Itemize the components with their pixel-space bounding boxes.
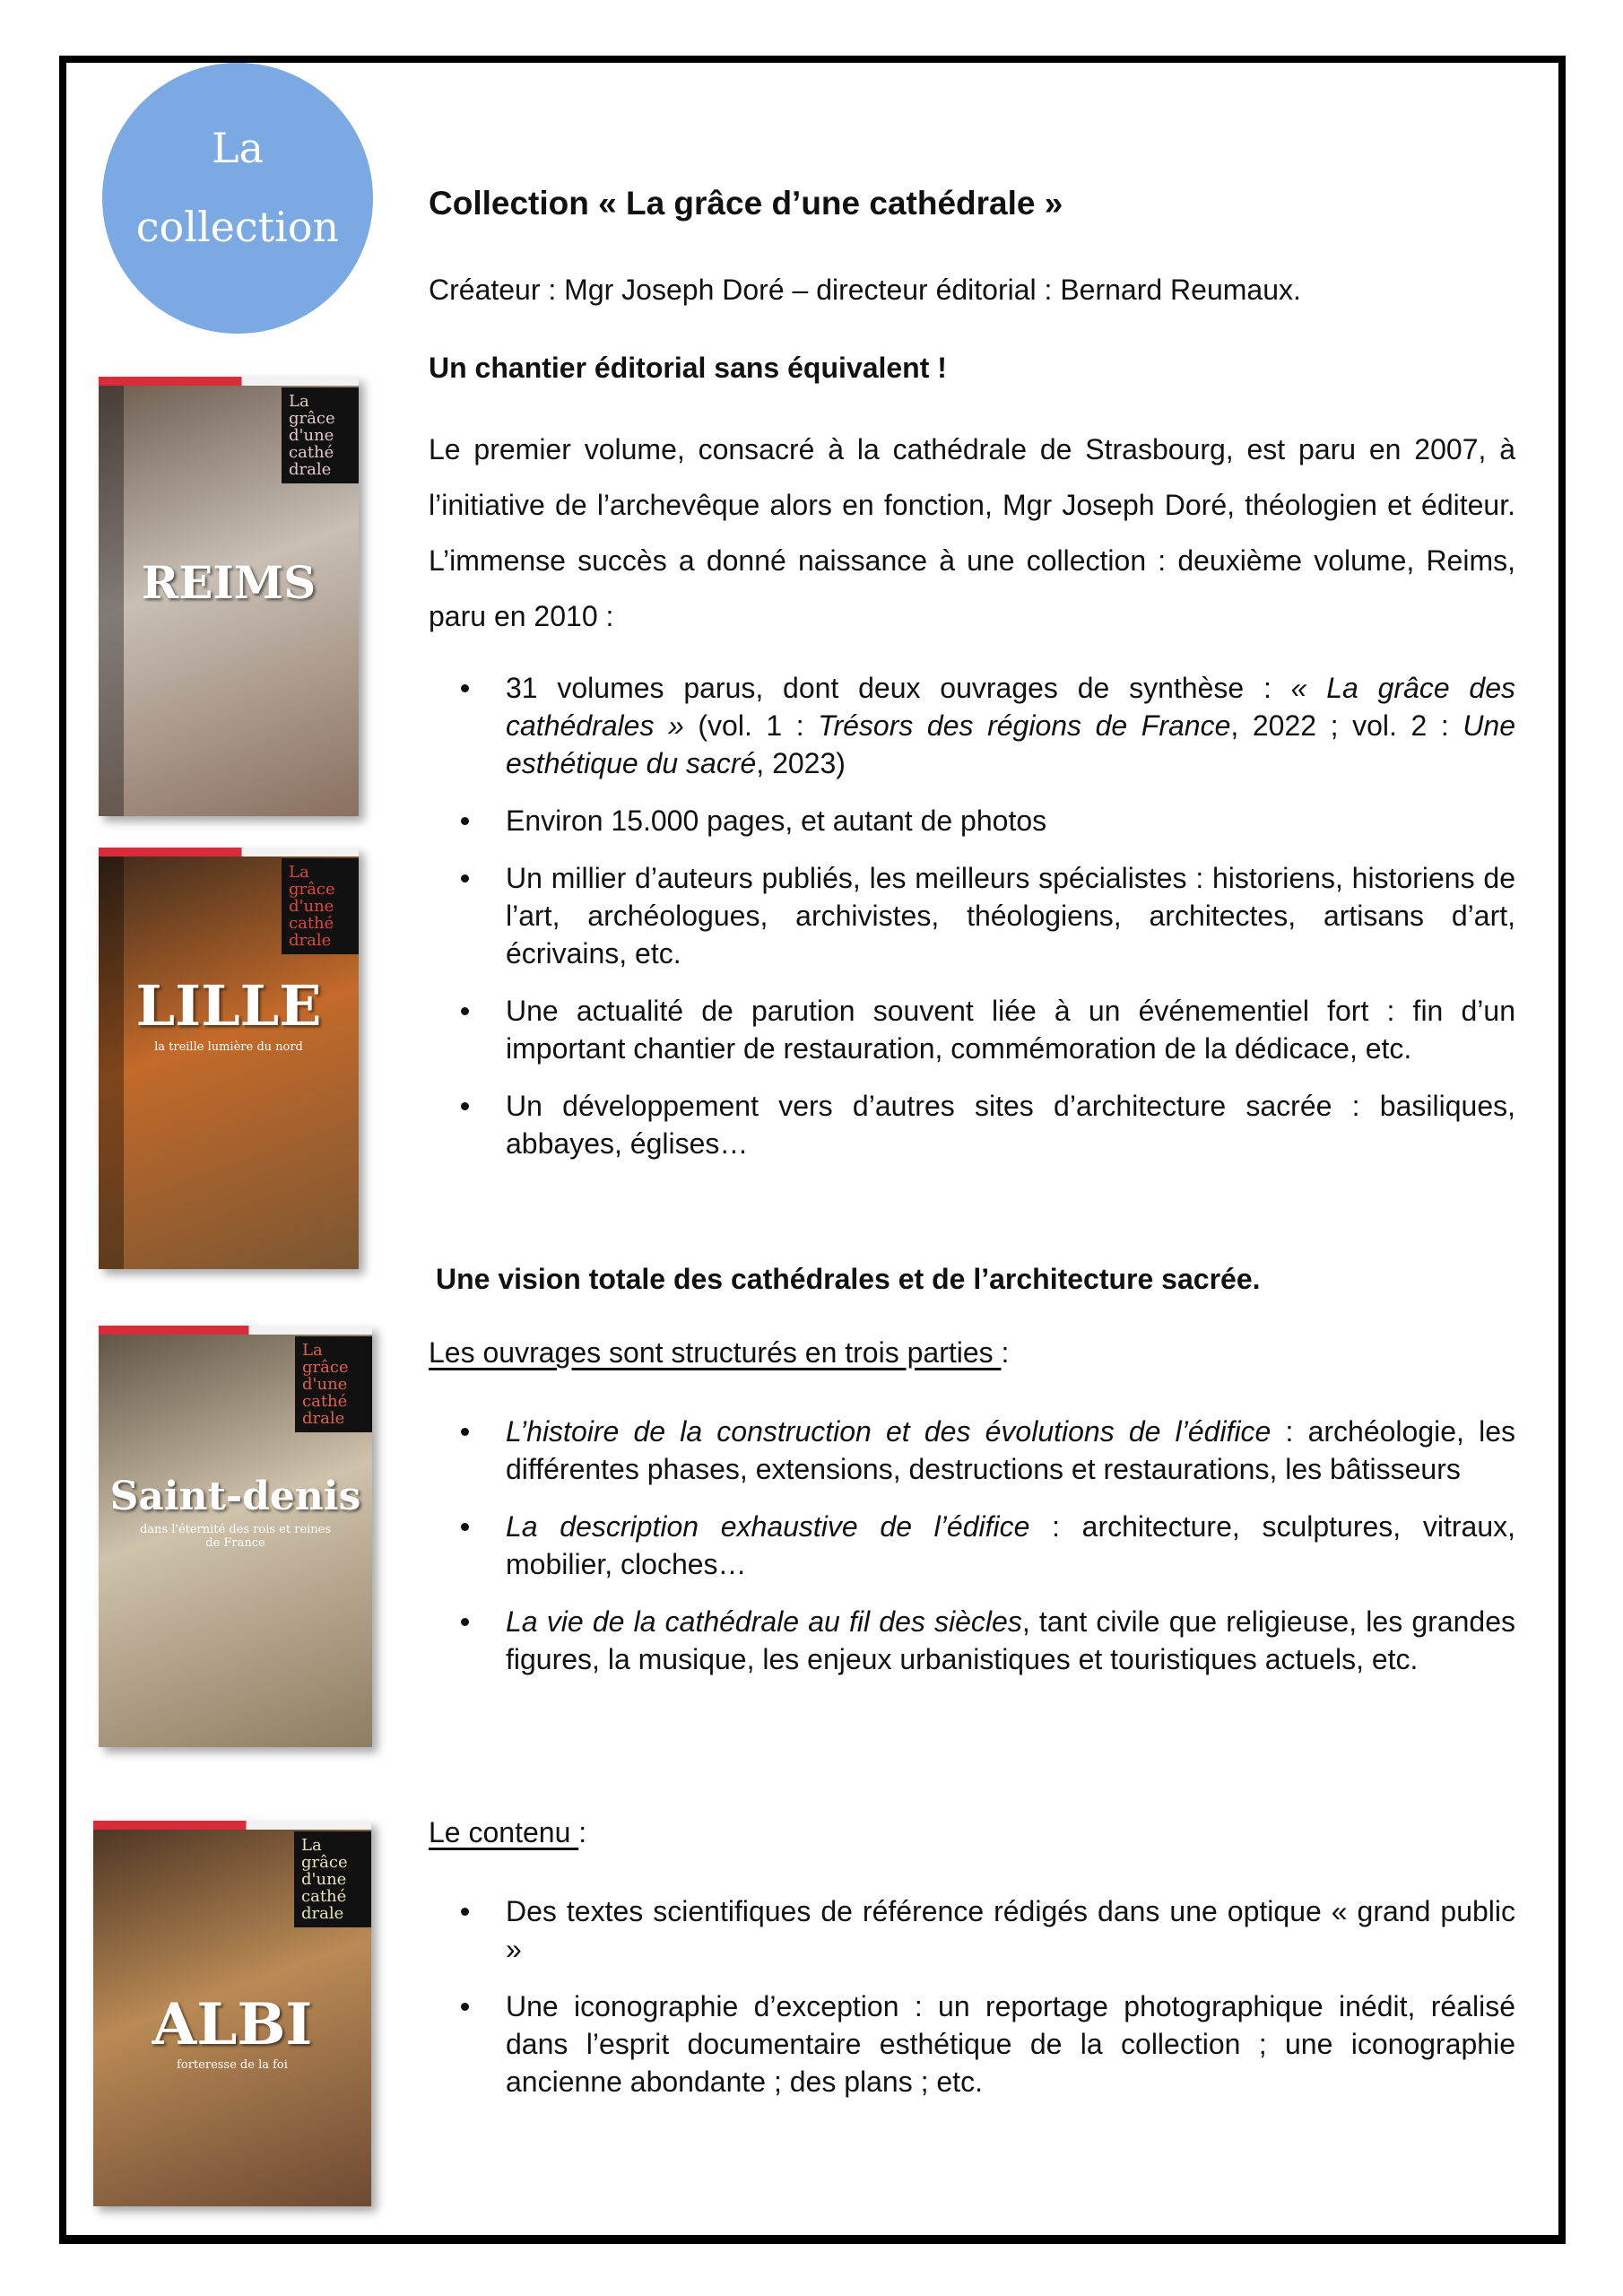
bullet-dot-icon [461,1618,469,1626]
bullet-text: (vol. 1 : [683,709,819,742]
collection-badge [102,63,373,334]
section3-subheading-colon: : [578,1816,587,1848]
bullet-text: , 2023) [756,747,846,779]
bullet-text: Des textes scientifiques de référence rédigés dans une optique « grand public » [506,1895,1515,1965]
bullet-text-italic: « La grâce des cathédrales » [506,672,1516,742]
bullet-text: Un millier d’auteurs publiés, les meilleurs spécialistes : historiens, historiens de l’art, archéologues, archivistes, théologiens, architectes, artisans d’art, écrivains, etc. [506,862,1515,970]
bullet-item [429,1508,1515,1583]
bullet-item [429,1413,1515,1488]
bullet-item [429,1603,1515,1678]
section1-bullets [429,669,1515,1182]
book-top-edge [99,848,359,857]
book-cover-lille [99,848,359,1269]
bullet-dot-icon [461,1428,469,1436]
book-subtitle: la treille lumière du nord [154,1040,303,1054]
bullet-text: Environ 15.000 pages, et autant de photos [506,804,1047,837]
book-title: REIMS [141,556,317,609]
bullet-item [429,1892,1515,1968]
bullet-text-italic: Une esthétique du sacré [506,709,1516,779]
section2-bullets [429,1413,1515,1698]
bullet-text-italic: Trésors des régions de France [818,709,1231,742]
book-cover-reims [99,377,359,816]
book-subtitle: forteresse de la foi [177,2058,288,2072]
bullet-item [429,859,1515,972]
badge-line-2: collection [135,203,340,251]
book-subtitle: dans l'éternité des rois et reines de France [139,1523,332,1550]
section3-bullets [429,1892,1515,2120]
book-title: Saint-denis [109,1474,361,1519]
section2-subheading-colon: : [1001,1336,1010,1369]
section2-heading: Une vision totale des cathédrales et de l’architecture sacrée. [436,1263,1261,1295]
section2-subheading-text: Les ouvrages sont structurés en trois parties [429,1336,1002,1369]
bullet-item [429,669,1515,782]
book-cover-albi [93,1821,371,2206]
bullet-item [429,992,1515,1067]
bullet-text: 31 volumes parus, dont deux ouvrages de synthèse : [506,672,1291,704]
bullet-dot-icon [461,817,469,825]
section1-paragraph: Le premier volume, consacré à la cathédrale de Strasbourg, est paru en 2007, à l’initiative de l’archevêque alors en fonction, Mgr Joseph Doré, théologien et éditeur. L’immense succès a donné naissance à une collection : deuxième volume, Reims, paru en 2010 : [429,433,1515,632]
badge-line-1: La [212,124,264,172]
book-cover-saint-denis [99,1326,372,1747]
book-title: ALBI [152,1991,313,2058]
section1-heading: Un chantier éditorial sans équivalent ! [429,352,947,384]
bullet-text: Un développement vers d’autres sites d’architecture sacrée : basiliques, abbayes, églises… [506,1090,1515,1160]
bullet-dot-icon [461,1523,469,1531]
book-spine [99,857,124,1269]
bullet-dot-icon [461,1007,469,1015]
bullet-item [429,802,1515,839]
book-title: LILLE [135,973,322,1039]
bullet-dot-icon [461,2003,469,2011]
bullet-text-italic: L’histoire de la construction et des évolutions de l’édifice [506,1415,1271,1448]
bullet-dot-icon [461,1102,469,1110]
bullet-item [429,1987,1515,2100]
book-top-edge [99,377,359,386]
bullet-item [429,1087,1515,1162]
series-plate: La grâce d'une cathé drale [295,1336,372,1432]
section2-subheading [429,1336,1009,1370]
book-top-edge [99,1326,372,1335]
bullet-text: , tant civile que religieuse, les grandes figures, la musique, les enjeux urbanistiques et touristiques actuels, etc. [506,1605,1516,1675]
creator-line: Créateur : Mgr Joseph Doré – directeur éditorial : Bernard Reumaux. [429,274,1301,306]
bullet-dot-icon [461,874,469,883]
bullet-text: , 2022 ; vol. 2 : [1230,709,1463,742]
series-plate: La grâce d'une cathé drale [294,1831,371,1927]
bullet-text: Une iconographie d’exception : un reportage photographique inédit, réalisé dans l’esprit documentaire esthétique de la collection ; une iconographie ancienne abondante ; des plans ; etc. [506,1990,1515,2098]
bullet-text-italic: La vie de la cathédrale au fil des siècles [506,1605,1022,1638]
book-top-edge [93,1821,371,1830]
bullet-dot-icon [461,1908,469,1916]
bullet-text: : archéologie, les différentes phases, extensions, destructions et restaurations, les bâtisseurs [506,1415,1516,1485]
section3-subheading-text: Le contenu [429,1816,579,1848]
bullet-text-italic: La description exhaustive de l’édifice [506,1510,1030,1543]
page-title: Collection « La grâce d’une cathédrale » [429,185,1063,222]
bullet-text: Une actualité de parution souvent liée à un événementiel fort : fin d’un important chantier de restauration, commémoration de la dédicace, etc. [506,995,1515,1065]
series-plate: La grâce d'une cathé drale [282,858,359,954]
series-plate: La grâce d'une cathé drale [282,387,359,483]
bullet-text: : architecture, sculptures, vitraux, mobilier, cloches… [506,1510,1516,1580]
section3-subheading [429,1816,586,1849]
bullet-dot-icon [461,684,469,692]
